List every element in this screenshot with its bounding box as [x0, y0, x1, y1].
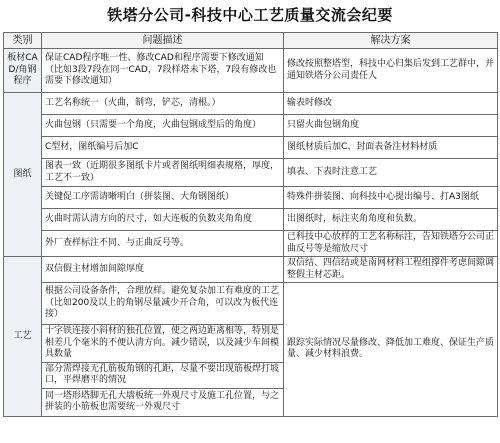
table-row	[4, 283, 498, 325]
solution-cell: 特殊件拼装图、向科技中心提出编号、打A3图纸	[284, 187, 498, 209]
table-row	[4, 209, 498, 231]
category-cell: 板材CAD/角钢程序	[4, 49, 42, 93]
category-cell: 工艺	[4, 257, 42, 417]
table-row	[4, 257, 498, 283]
issue-cell: 外厂查样标注不同、与正曲反号等。	[42, 231, 284, 257]
table-row	[4, 93, 498, 115]
solution-cell: 已科技中心放样的工艺名称标注，告知铁塔分公司正曲反号等是缩放尺寸	[284, 231, 498, 257]
issue-cell: 部分需焊接无孔筋板角钢的孔距，尽量不要出现筋板焊打坡口，平焊磨平的情况	[42, 362, 284, 388]
issue-cell: 图表一致（近期很多图纸卡片或者图纸明细表规格，厚度，工艺不一致）	[42, 159, 284, 187]
issue-cell: 双信假主材增加间隙厚度	[42, 257, 284, 283]
solution-cell: 出图纸时，标注夹角角度和负数。	[284, 209, 498, 231]
solution-cell: 修改按照整塔型，科技中心归集后发到工艺群中，并通知铁塔分公司责任人	[284, 49, 498, 93]
issue-cell: 关键促工序需请晰明白（拼装图、大角钢图纸）	[42, 187, 284, 209]
issue-cell: 根据公司设备条件，合理放样。避免复杂加工有难度的工艺（比如200及以上的角钢尽量减少开合角，可以改为板代连接）	[42, 283, 284, 325]
solution-cell: 图纸材质后加C、封面表备注材料材质	[284, 137, 498, 159]
issue-cell: 工艺名称统一（火曲，制弯，铲芯，清根。）	[42, 93, 284, 115]
issue-cell: 火曲包钢（只需要一个角度，火曲包钢成型后的角度）	[42, 115, 284, 137]
solution-cell: 跟踪实际情况尽量修改、降低加工难度、保证生产质量、减少材料浪费。	[284, 283, 498, 417]
category-cell: 图纸	[4, 93, 42, 257]
issue-cell: 同一塔形塔脚无孔大墙板统一外观尺寸及施工孔位置，与之拼装的小筋板也需要统一外观尺寸	[42, 388, 284, 416]
issue-cell: 火曲时需认清方向的尺寸，如大连板的负数夹角角度	[42, 209, 284, 231]
table-row	[4, 231, 498, 257]
table-row	[4, 115, 498, 137]
solution-cell: 输表时修改	[284, 93, 498, 115]
solution-cell: 只留火曲包钢角度	[284, 115, 498, 137]
issue-cell: 保证CAD程序唯一性、修改CAD和程序需要下修改通知（比如3段7段在同一CAD，7段样塔未下塔，7段有修改也需要下修改通知）	[42, 49, 284, 93]
solution-cell: 双信结、四信结或是南网材料工程组撑件考虑间隙调整假主材芯距。	[284, 257, 498, 283]
minutes-table	[3, 32, 498, 417]
header-issue: 问题描述	[42, 33, 284, 49]
table-header-row	[4, 33, 498, 49]
table-row	[4, 159, 498, 187]
solution-cell: 填表、下表时注意工艺	[284, 159, 498, 187]
table-row	[4, 137, 498, 159]
header-solution: 解决方案	[284, 33, 498, 49]
header-category: 类别	[4, 33, 42, 49]
page-title: 铁塔分公司-科技中心工艺质量交流会纪要	[107, 6, 393, 24]
table-row	[4, 49, 498, 93]
table-row	[4, 187, 498, 209]
issue-cell: 十字铁连接小斜材的独孔位置，使之两边距离相等，特别是相差几个毫米的不便认清方向。减少错误，以及减少车间模具数量	[42, 325, 284, 363]
issue-cell: C型材，图纸编号后加C	[42, 137, 284, 159]
